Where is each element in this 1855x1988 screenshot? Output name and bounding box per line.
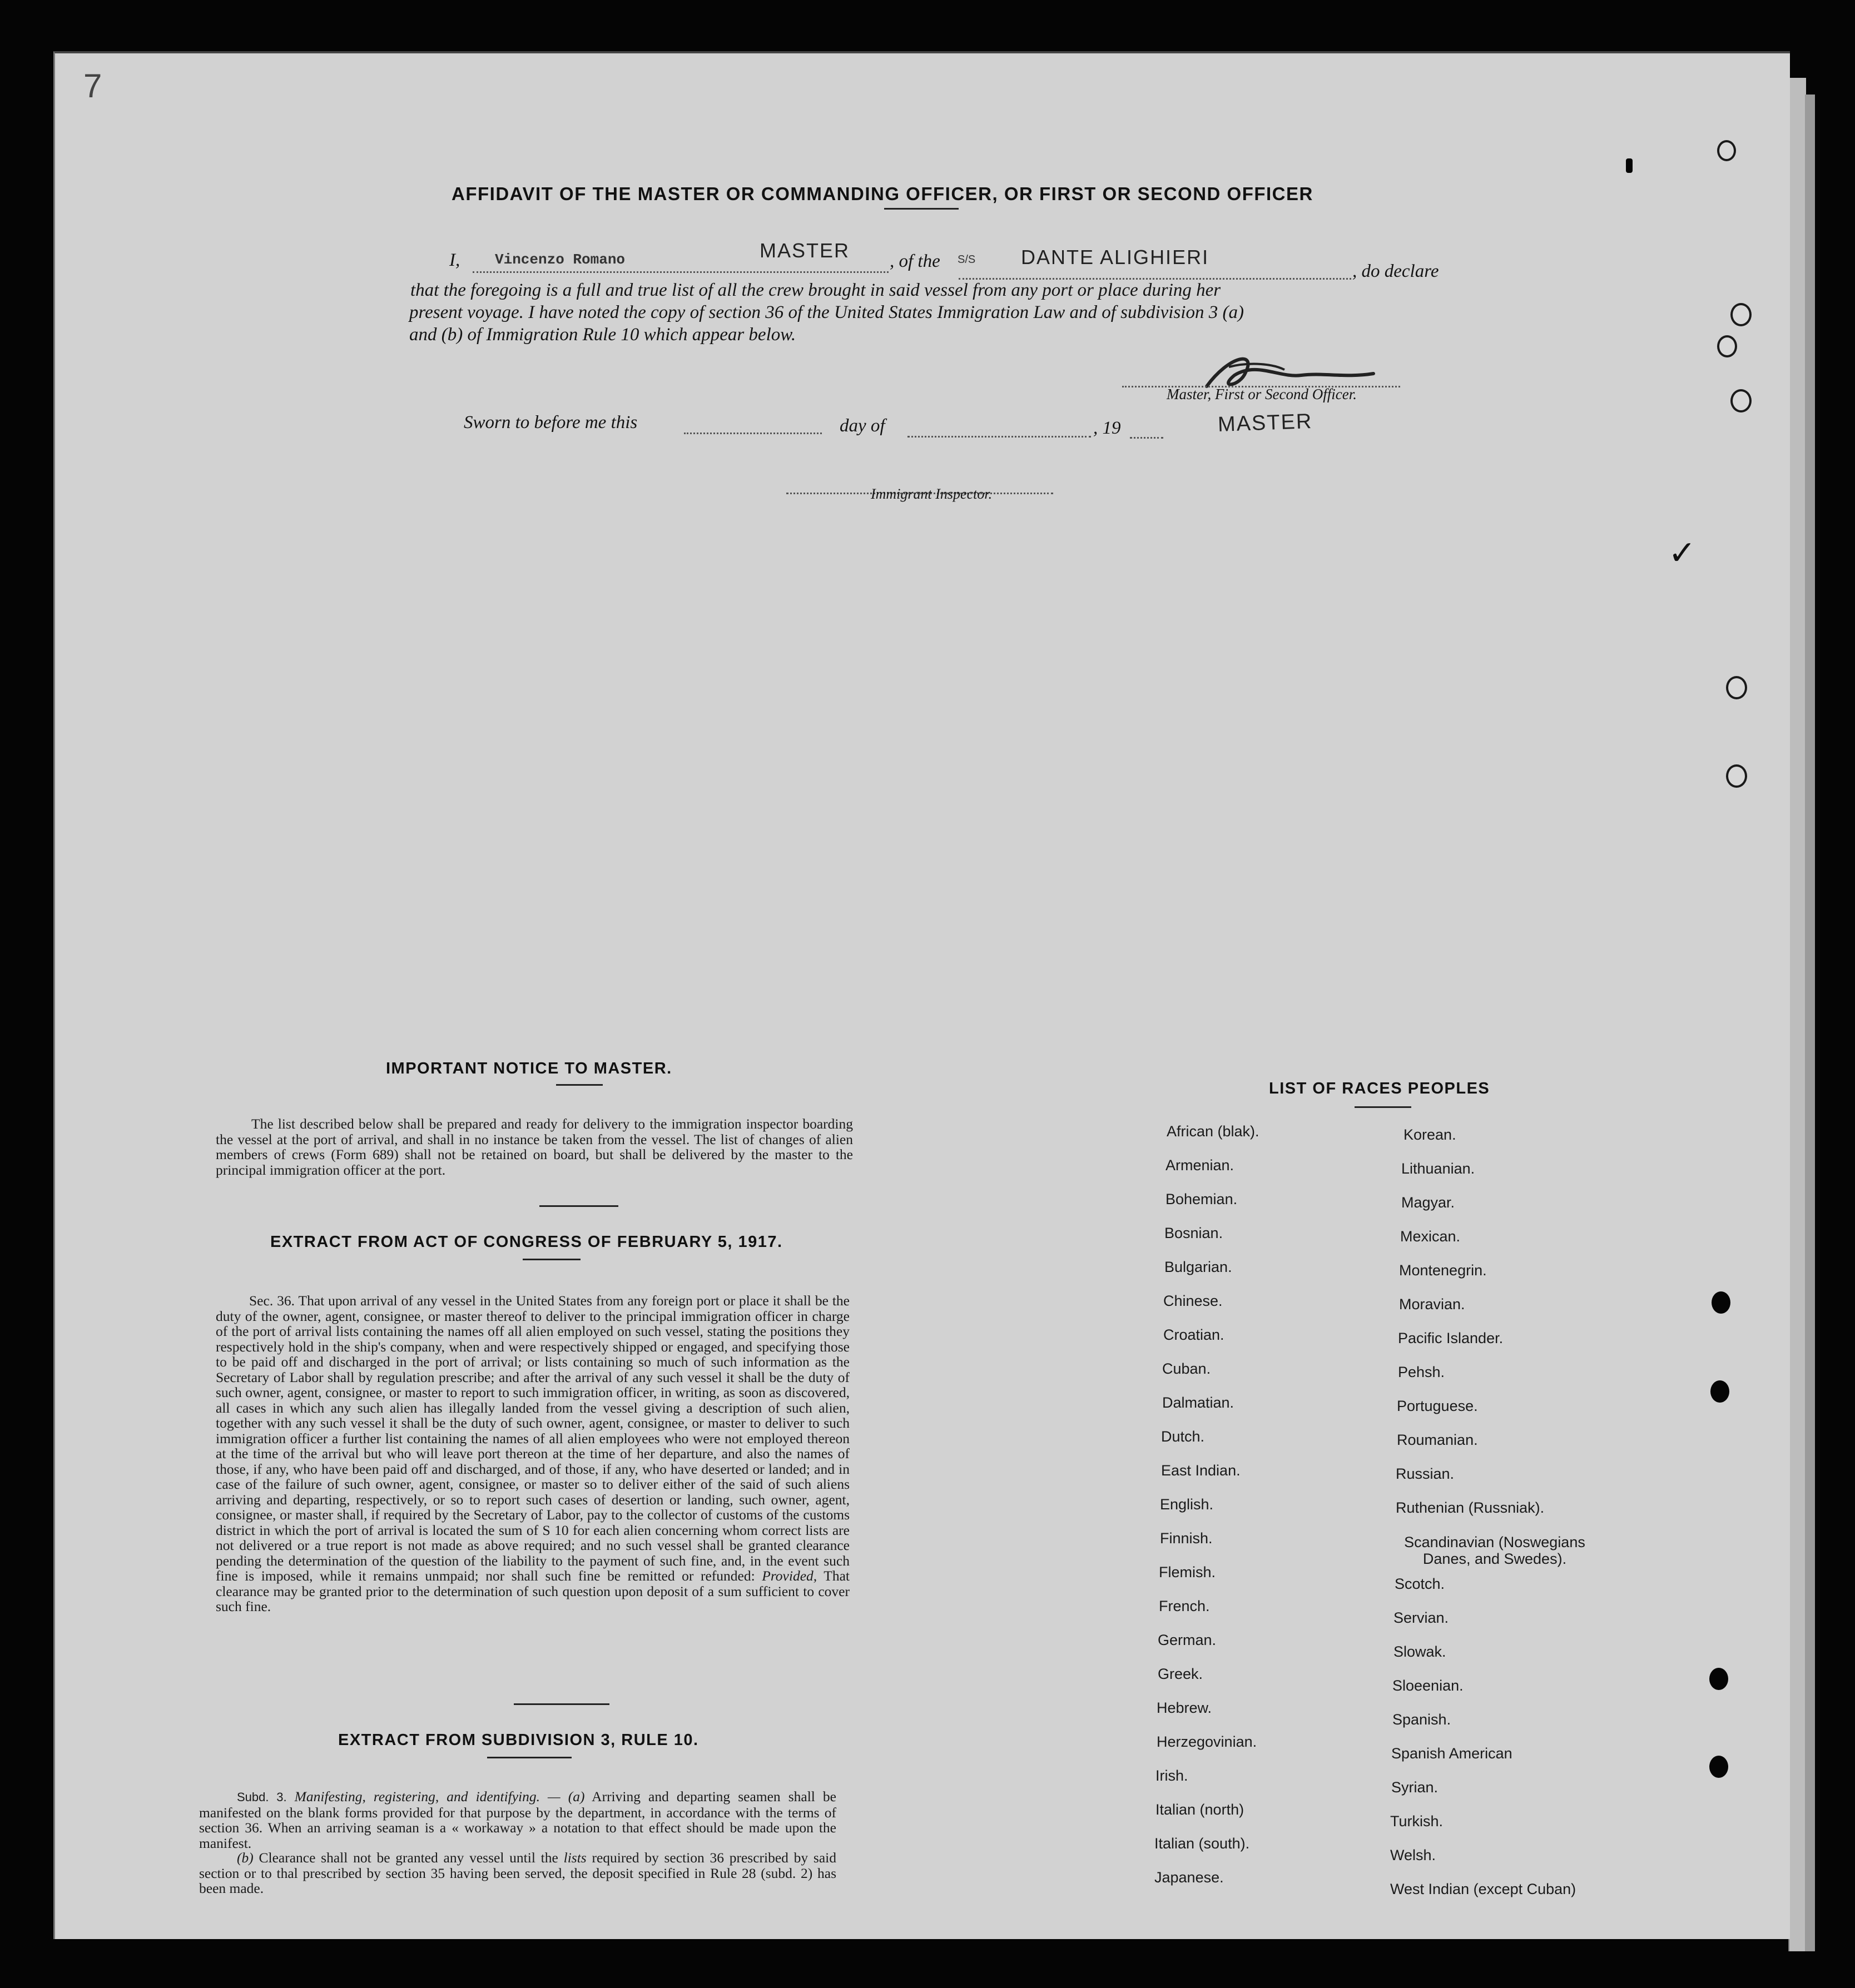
rule-a-lead: Subd. 3. [237, 1790, 287, 1804]
binder-hole-icon [1709, 1668, 1728, 1690]
race-item: Russian. [1396, 1465, 1455, 1482]
act-extract-body [216, 1293, 850, 1614]
act-extract-title: EXTRACT FROM ACT OF CONGRESS OF FEBRUARY 5, 1917. [270, 1233, 783, 1251]
check-mark-icon: ✓ [1668, 534, 1697, 573]
binder-hole-icon [1730, 389, 1752, 412]
race-item: Magyar. [1401, 1194, 1455, 1211]
race-item: English. [1160, 1496, 1214, 1513]
race-item: African (blak). [1167, 1123, 1259, 1140]
binder-hole-icon [1709, 1756, 1728, 1778]
page-edge [1788, 78, 1806, 1951]
race-item: Welsh. [1390, 1847, 1436, 1863]
race-item: Turkish. [1390, 1813, 1444, 1830]
rule-b-lists: lists [563, 1850, 587, 1866]
affidavit-line-3: present voyage. I have noted the copy of section 36 of the United States Immigration Law and of subdivision 3 (a) [409, 302, 1244, 322]
title-rule [884, 208, 959, 210]
sworn-year: , 19 [1093, 418, 1121, 438]
race-item: Dutch. [1161, 1428, 1205, 1445]
race-item: Bulgarian. [1164, 1259, 1232, 1275]
race-item: Cuban. [1162, 1360, 1211, 1377]
rule-a-text: Arriving and departing seamen shall be manifested on the blank forms provided for that purpose by the department, in accordance with the terms of section 36. When an arriving seaman is a « workaway » a notation to that effect should be made upon the manifest. [199, 1788, 836, 1851]
rule-b-text-2: required by section 36 prescribed by said section or to thal prescribed by section 35 having been served, the deposit specified in Rule 28 (subd. 2) has been made. [199, 1850, 837, 1896]
rule-b-text-1: Clearance shall not be granted any vessel until the [259, 1850, 558, 1866]
race-item: West Indian (except Cuban) [1390, 1881, 1576, 1897]
race-item: Finnish. [1160, 1530, 1213, 1547]
rule-b-heading: (b) [237, 1850, 254, 1866]
affidavit-i: I, [449, 250, 460, 270]
sworn-month-line [907, 436, 1091, 438]
race-item: Armenian. [1165, 1157, 1234, 1174]
race-item: Lithuanian. [1401, 1160, 1475, 1177]
act-proviso-word: Provided, [762, 1568, 817, 1584]
sworn-year-line [1130, 437, 1163, 439]
ship-name-stamp: DANTE ALIGHIERI [1021, 246, 1209, 269]
race-item: Bohemian. [1165, 1191, 1238, 1207]
race-item: Sloeenian. [1392, 1677, 1464, 1694]
binder-hole-icon [1726, 764, 1747, 788]
race-item: Spanish. [1392, 1711, 1451, 1728]
race-item: Dalmatian. [1162, 1394, 1234, 1411]
race-item: East Indian. [1161, 1462, 1241, 1479]
race-item: Irish. [1155, 1767, 1188, 1784]
race-item: Bosnian. [1164, 1225, 1223, 1241]
race-item: Montenegrin. [1399, 1262, 1487, 1279]
race-item: Mexican. [1400, 1228, 1461, 1245]
ink-mark-icon [1626, 158, 1633, 173]
ship-prefix: S/S [958, 254, 976, 266]
binder-hole-icon [1730, 303, 1752, 326]
document-page [53, 51, 1790, 1939]
corner-mark: 7 [83, 67, 102, 105]
race-item: Moravian. [1399, 1296, 1465, 1313]
master-stamp: MASTER [1217, 410, 1313, 436]
race-item: French. [1159, 1598, 1210, 1614]
notice-body: The list described below shall be prepared and ready for delivery to the immigration inspector boarding the vessel at the port of arrival, and shall in no instance be taken from the vessel. The list of changes of alien members of crews (Form 689) shall not be retained on board, but shall be delivered by the master to the principal immigration officer at the port. [216, 1116, 853, 1178]
master-title-stamp: MASTER [760, 239, 850, 262]
sworn-day-of: day of [840, 416, 885, 436]
notice-separator [539, 1205, 618, 1207]
race-item: Portuguese. [1397, 1398, 1478, 1414]
rule-extract-title: EXTRACT FROM SUBDIVISION 3, RULE 10. [338, 1731, 699, 1749]
rule-a-heading: Manifesting, registering, and identifying. — (a) [294, 1788, 585, 1805]
race-item: Korean. [1403, 1126, 1456, 1143]
race-item: Chinese. [1163, 1293, 1223, 1309]
binder-hole-icon [1717, 140, 1736, 161]
race-item: Hebrew. [1157, 1699, 1212, 1716]
binder-hole-icon [1712, 1291, 1730, 1314]
binder-hole-icon [1726, 676, 1747, 699]
race-item: Ruthenian (Russniak). [1396, 1499, 1545, 1516]
race-item: Spanish American [1391, 1745, 1512, 1762]
race-item: Flemish. [1159, 1564, 1216, 1581]
affidavit-declare: , do declare [1352, 261, 1439, 281]
affidavit-line-4: and (b) of Immigration Rule 10 which appear below. [409, 325, 796, 345]
race-item: Italian (north) [1155, 1801, 1244, 1818]
race-item: Herzegovinian. [1157, 1733, 1257, 1750]
race-item: Pehsh. [1398, 1364, 1445, 1380]
affidavit-of-the: , of the [890, 251, 940, 271]
sworn-day-line [684, 433, 822, 434]
act-text: Sec. 36. That upon arrival of any vessel in the United States from any foreign port or place it shall be the duty of the owner, agent, consignee, or master thereof to deliver to the principal immigration officer in charge of the port of arrival lists containing the names off all alien employed on such vessel, stating the positions they respectively hold in the ship's company, when and were respectively shipped or engaged, and specifying those to be paid off and discharged in the port of arrival; or lists containing so much of such information as the Secretary of Labor shall by regulation prescribe; and after the arrival of any such vessel it shall be the duty of such owner, agent, consignee, or master to report to such immigration officer, in writing, as soon as discovered, all cases in which any such alien has illegally landed from the vessel giving a description of such alien, together with any such vessel it shall be the duty of such owner, agent, consignee, or master to deliver to such immigration officer a further list containing the names of all alien employees who were not employed thereon at the time of the arrival but who will leave port thereon at the time of her departure, and also the names of those, if any, who have been paid off and discharged, and of those, if any, who have deserted or landed; and in case of the failure of such owner, agent, consignee, or master so to deliver either of the said of such aliens arriving and departing, respectively, or so to report such cases of desertion or landing, such owner, agent, consignee, or master shall, if required by the Secretary of Labor, pay to the collector of customs of the customs district in which the port of arrival is located the sum of S 10 for each alien concerning whom correct lists are not delivered or a true report is not made as above required; and no such vessel shall be granted clearance pending the determination of the question of the liability to the payment of such fine, and, in the event such fine is imposed, while it remains unmpaid; nor shall such fine be remitted or refunded: [216, 1293, 850, 1584]
race-item: Italian (south). [1154, 1835, 1250, 1852]
act-separator [514, 1703, 609, 1705]
race-item: Syrian. [1391, 1779, 1439, 1796]
master-name-field: Vincenzo Romano [495, 251, 626, 268]
race-item: Roumanian. [1397, 1432, 1478, 1448]
act-proviso-text: That clearance may be granted prior to the determination of such question upon deposit of a sum sufficient to cover such fine. [216, 1568, 850, 1614]
affidavit-title: AFFIDAVIT OF THE MASTER OR COMMANDING OFFICER, OR FIRST OR SECOND OFFICER [452, 183, 1313, 204]
race-item: Pacific Islander. [1398, 1330, 1504, 1346]
race-item: Scotch. [1395, 1576, 1445, 1592]
race-item: Scandinavian (Noswegians Danes, and Swedes). [1404, 1534, 1585, 1567]
race-item: German. [1158, 1632, 1217, 1648]
rule-rule [487, 1757, 572, 1758]
race-item: Japanese. [1154, 1869, 1224, 1886]
page-edge-shadow [1805, 95, 1815, 1951]
race-item: Slowak. [1393, 1643, 1446, 1660]
act-rule [523, 1259, 581, 1260]
race-item: Servian. [1393, 1609, 1449, 1626]
binder-hole-icon [1717, 335, 1737, 357]
race-item: Greek. [1158, 1666, 1203, 1682]
binder-hole-icon [1710, 1380, 1729, 1403]
name-fill-line [473, 271, 889, 273]
ship-fill-line [959, 278, 1351, 280]
notice-title: IMPORTANT NOTICE TO MASTER. [386, 1060, 672, 1077]
race-item: Croatian. [1163, 1326, 1224, 1343]
races-rule [1355, 1106, 1411, 1108]
notice-rule [556, 1084, 603, 1086]
rule-extract-b [199, 1850, 836, 1896]
sworn-text: Sworn to before me this [464, 412, 638, 433]
inspector-label: Immigrant Inspector. [871, 486, 993, 502]
affidavit-line-2: that the foregoing is a full and true list of all the crew brought in said vessel from any port or place during her [410, 280, 1221, 300]
rule-extract-a [199, 1789, 836, 1851]
signature-label: Master, First or Second Officer. [1167, 386, 1357, 402]
races-title: LIST OF RACES PEOPLES [1269, 1080, 1490, 1097]
